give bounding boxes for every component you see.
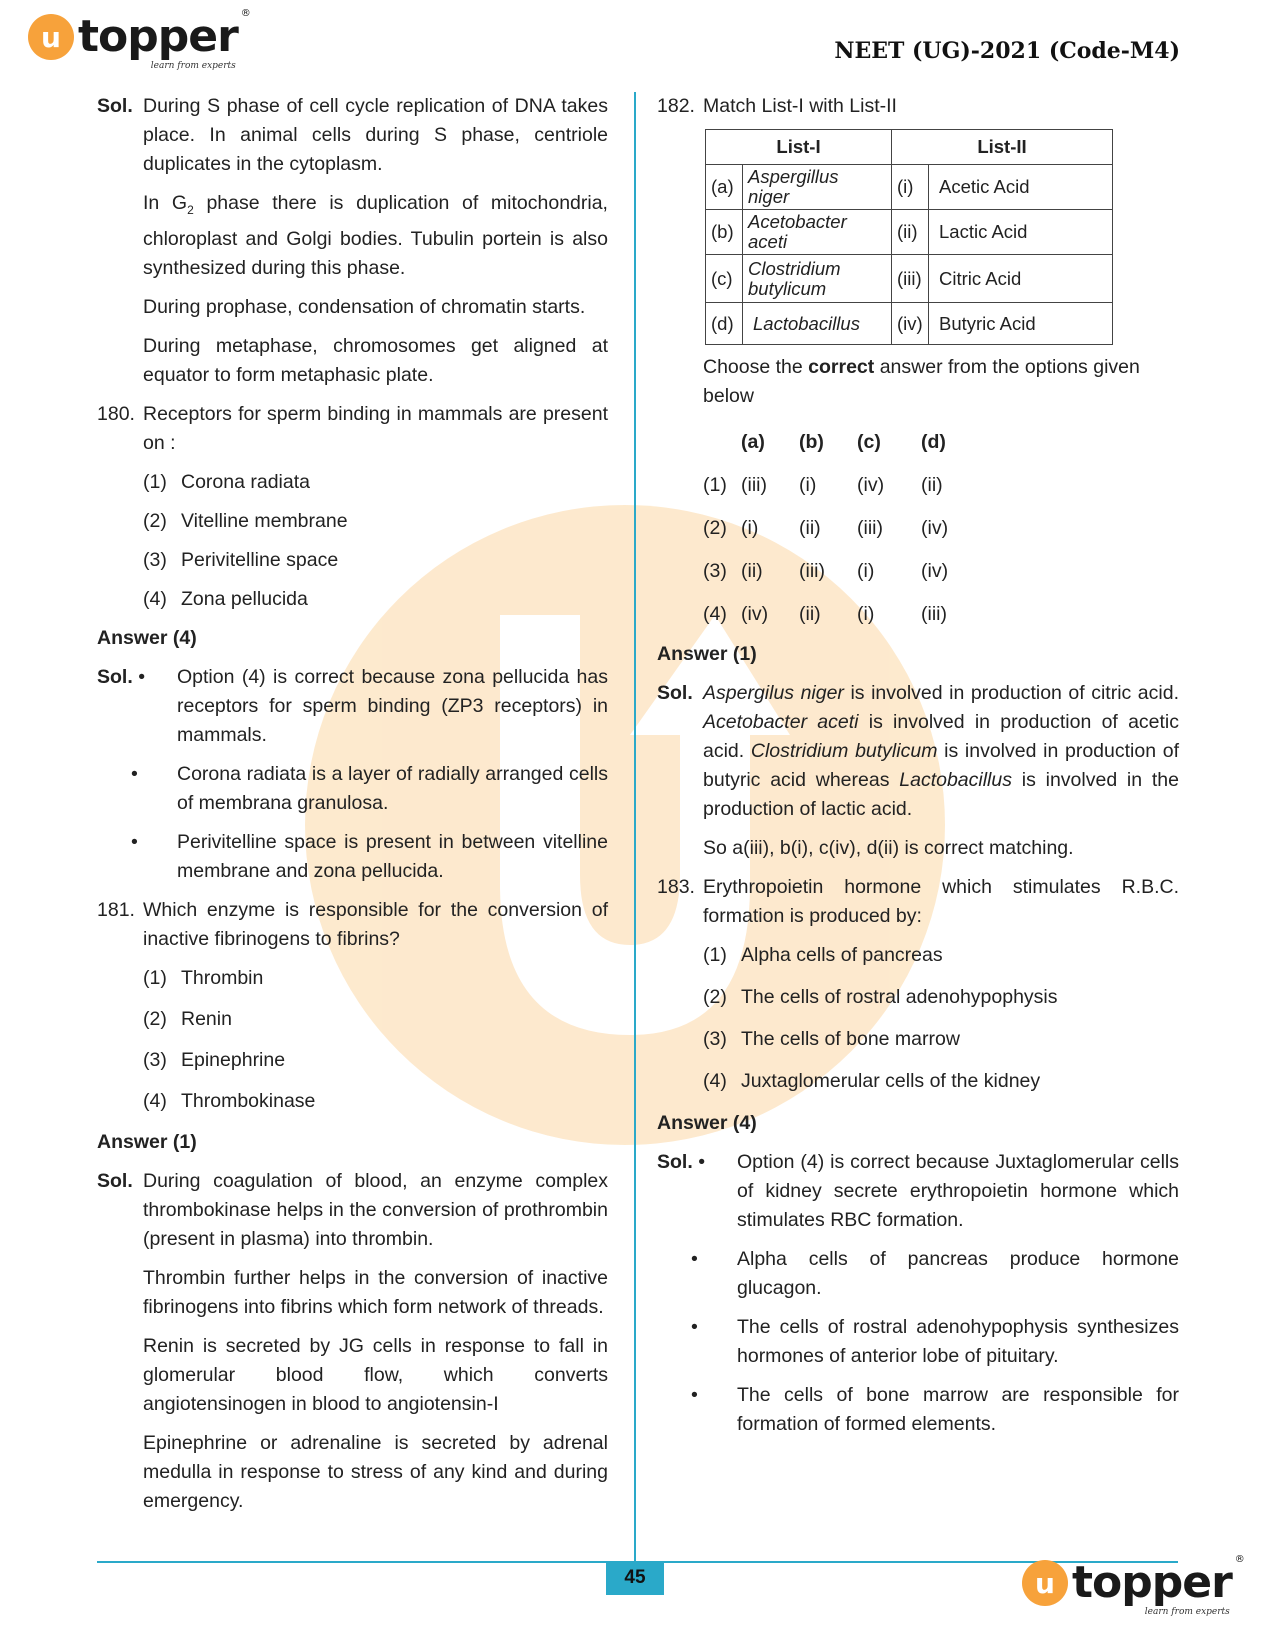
- sol-179-p3: During prophase, condensation of chromatin starts.: [143, 295, 586, 318]
- question-182-text: Match List-I with List-II: [703, 95, 897, 117]
- option: (4) Juxtaglomerular cells of the kidney: [703, 1070, 1041, 1092]
- answer-181: Answer (1): [97, 1130, 197, 1153]
- header-logo: [28, 8, 250, 71]
- match-table-wrap: [705, 129, 1179, 345]
- bullet-item: Sol. • Option (4) is correct because Juxtaglomerular cells of kidney secrete erythropoietin hormone which stimulates RBC formation.: [657, 1151, 1179, 1231]
- logo-tagline: learn from experts: [150, 61, 236, 71]
- answer-183: Answer (4): [657, 1112, 757, 1134]
- option: (4) Thrombokinase: [143, 1089, 316, 1112]
- question-183-text: Erythropoietin hormone which stimulates R.B.C. formation is produced by:: [703, 876, 1179, 927]
- table-row: (b) Acetobacter aceti (ii) Lactic Acid: [706, 210, 1113, 255]
- bullet-item: • Alpha cells of pancreas produce hormone glucagon.: [691, 1248, 1179, 1299]
- exam-title: NEET (UG)-2021 (Code-M4): [834, 38, 1180, 64]
- left-column: [97, 92, 608, 1516]
- answer-180: Answer (4): [97, 626, 197, 649]
- page-number: 45: [606, 1561, 664, 1595]
- sol-179-p4: During metaphase, chromosomes get aligned at equator to form metaphasic plate.: [143, 334, 608, 386]
- question-183: 183. Erythropoietin hormone which stimulates R.B.C. formation is produced by:: [657, 873, 1179, 931]
- option: (2) Vitelline membrane: [143, 509, 348, 532]
- options-grid: (a) (b) (c) (d) (1) (iii) (i) (iv) (ii) (2) (i) (ii) (iii) (iv) (3) (ii) (iii) (i) (iv) (4) (iv) (ii) (i) (iii): [703, 431, 949, 625]
- bullet-item: • Perivitelline space is present in between vitelline membrane and zona pellucida.: [131, 830, 608, 882]
- option: (1) Alpha cells of pancreas: [703, 944, 943, 966]
- answer-182: Answer (1): [657, 643, 757, 665]
- bullet-item: • The cells of bone marrow are responsible for formation of formed elements.: [691, 1384, 1179, 1435]
- option: (3) The cells of bone marrow: [703, 1028, 960, 1050]
- bullet-item: • Corona radiata is a layer of radially arranged cells of membrana granulosa.: [131, 762, 608, 814]
- question-180: 180. Receptors for sperm binding in mammals are present on :: [97, 400, 608, 458]
- sol-179-p2: In $G_2$ phase there is duplication of mitochondria, chloroplast and Golgi bodies. Tubulin portein is also synthesized during this phase.: [143, 192, 608, 279]
- bullet-item: • The cells of rostral adenohypophysis synthesizes hormones of anterior lobe of pituitary.: [691, 1316, 1179, 1367]
- option: (2) Renin: [143, 1007, 232, 1030]
- option: (2) The cells of rostral adenohypophysis: [703, 986, 1058, 1008]
- option: (4) Zona pellucida: [143, 587, 308, 610]
- column-divider: [634, 92, 636, 1572]
- logo-word: topper ® learn from experts: [78, 8, 250, 71]
- option: (3) Perivitelline space: [143, 548, 339, 571]
- bullet-item: Sol. • Option (4) is correct because zona pellucida has receptors for sperm binding (ZP3 receptors) in mammals.: [97, 665, 608, 746]
- sol-181: Sol. During coagulation of blood, an enzyme complex thrombokinase helps in the conversion of prothrombin (present in plasma) into thrombin. Thrombin further helps in the conversion of inactive fibrinogens into fibrins which form network of threads. Renin is secreted by JG cells in response to fall in glomerular blood flow, which converts angiotensinogen in blood to angiotensin-I Epinephrine or adrenaline is secreted by adrenal medulla in response to stress of any kind and during emergency.: [97, 1169, 608, 1512]
- footer-logo: [1022, 1554, 1244, 1617]
- match-table: List-I List-II (a) Aspergillus niger (i) Acetic Acid (b) Acetobacter aceti (ii) Lactic Acid (c) Clostridium butylicum (iii) Citric Acid (d) Lactobacillus (iv) Butyric Acid: [705, 129, 1113, 345]
- logo-tagline: learn from experts: [1144, 1607, 1230, 1617]
- question-180-text: Receptors for sperm binding in mammals are present on :: [143, 402, 608, 454]
- table-row: (c) Clostridium butylicum (iii) Citric Acid: [706, 255, 1113, 303]
- question-181-text: Which enzyme is responsible for the conversion of inactive fibrinogens to fibrins?: [143, 898, 608, 950]
- table-row: (a) Aspergillus niger (i) Acetic Acid: [706, 165, 1113, 210]
- logo-registered-mark: ®: [1234, 1554, 1244, 1565]
- question-181: 181. Which enzyme is responsible for the conversion of inactive fibrinogens to fibrins?: [97, 896, 608, 954]
- sol-179: Sol. During S phase of cell cycle replication of DNA takes place. In animal cells during S phase, centriole duplicates in the cytoplasm. In $G_2$ phase there is duplication of mitochondria, chloroplast and Golgi bodies. Tubulin portein is also synthesized during this phase. During prophase, condensation of chromatin starts. During metaphase, chromosomes get aligned at equator to form metaphasic plate.: [97, 92, 608, 390]
- logo-word: topper ® learn from experts: [1072, 1554, 1244, 1617]
- logo-u-icon: u: [28, 14, 74, 60]
- right-column: [657, 92, 1179, 1439]
- sol-179-p1: During S phase of cell cycle replication of DNA takes place. In animal cells during S phase, centriole duplicates in the cytoplasm.: [143, 95, 608, 175]
- table-row: (d) Lactobacillus (iv) Butyric Acid: [706, 303, 1113, 345]
- logo-registered-mark: ®: [240, 8, 250, 19]
- sol-182: Sol. Aspergilus niger is involved in production of citric acid. Acetobacter aceti is involved in production of acetic acid. Clostridium butylicum is involved in production of butyric acid whereas Lactobacillus is involved in the production of lactic acid. So a(iii), b(i), c(iv), d(ii) is correct matching.: [657, 682, 1180, 859]
- question-182: 182. Match List-I with List-II: [657, 92, 1179, 121]
- choose-instruction: Choose the correct answer from the options given below: [703, 356, 1140, 407]
- option: (3) Epinephrine: [143, 1048, 286, 1071]
- option: (1) Thrombin: [143, 966, 264, 989]
- option: (1) Corona radiata: [143, 470, 310, 493]
- logo-u-icon: u: [1022, 1560, 1068, 1606]
